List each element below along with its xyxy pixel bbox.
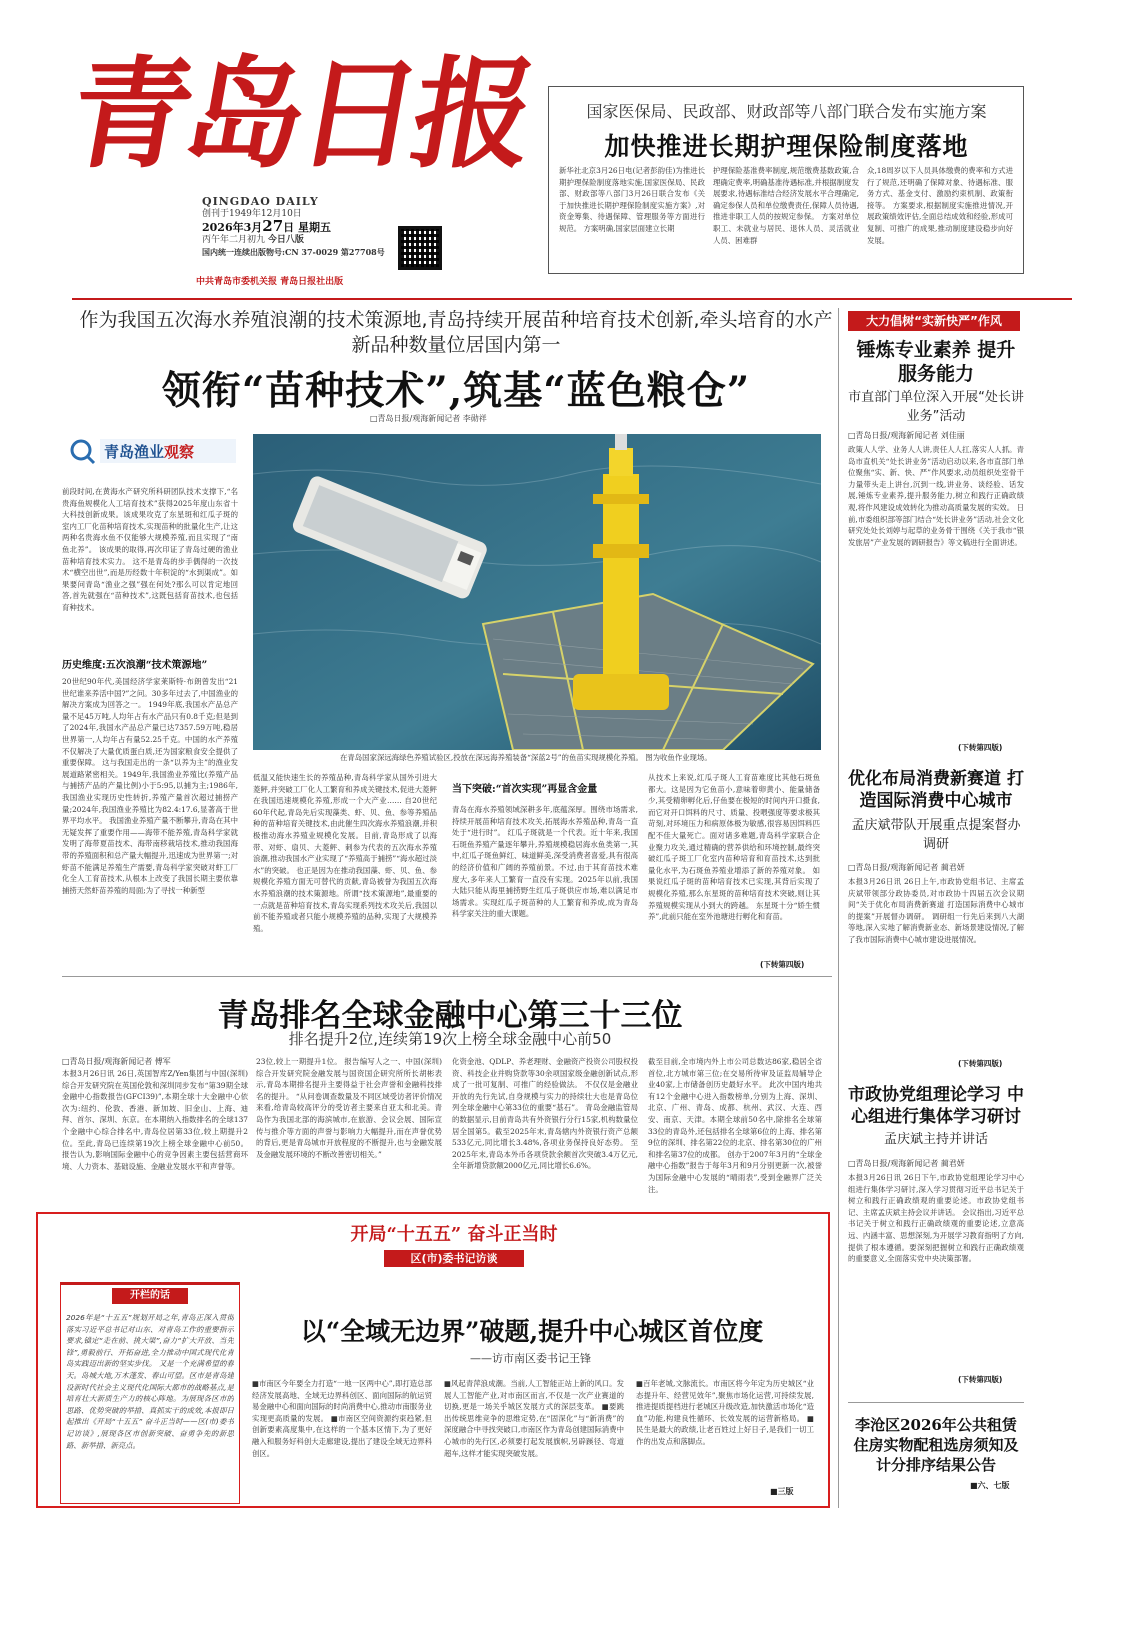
top-story-col1: 新华社北京3月26日电(记者彭韵佳)为推进长期护理保险制度落地实施,国家医保局、民政部、财政部等八部门3月26日联合发布《关于加快推进长期护理保险制度实施方案》,对资金筹集、待遇保障、管理服务等方面进行规范。 方案明确,国家层面建立长期 xyxy=(559,166,705,233)
feature-subhead: ——访市南区委书记王锋 xyxy=(470,1352,591,1365)
rail-subhead-2: 孟庆斌带队开展重点提案督办调研 xyxy=(851,818,1021,852)
column-badge xyxy=(68,437,238,465)
rail-continued-1[interactable]: (下转第四版) xyxy=(958,743,1003,752)
finance-col1: 本报3月26日讯 26日,英国智库Z/Yen集团与中国(深圳)综合开发研究院在英国伦敦和深圳同步发布“第39期全球金融中心指数报告(GFCI39)”,本期全球十大金融中心依次为:纽约、伦敦、香港、新加坡、旧金山、上海、迪拜、首尔、深圳、东京。在本期纳入指数排名的全球137个金融中心综合排名中,青岛位居第33位,较上期提升2位。至此,青岛已连续第19次上榜全球金融中心前50。 报告认为,影响国际金融中心的竞争因素主要包括营商环境、人力资本、基础设施、金融业发展水平和声誉等。 xyxy=(62,1069,248,1171)
notice-pageref[interactable]: ■六、七版 xyxy=(970,1481,1010,1490)
feature-tag: 区(市)委书记访谈 xyxy=(384,1250,524,1267)
lunar-date: 丙午年二月初九 今日八版 xyxy=(202,235,304,245)
cn-code: 国内统一连续出版物号:CN 37-0029 第27708号 xyxy=(202,247,385,257)
issue-date: 2026年3月27日 星期五 xyxy=(202,217,331,235)
rail-body-2: 本报3月26日讯 26日上午,市政协党组书记、主席孟庆斌带领部分政协委员,对市政协十四届五次会议期间“关于优化布局消费新赛道 打造国际消费中心城市的提案”开展督办调研。 调研组一行先后来到八大湖等地,深入实地了解消费新业态、新场景建设情况,了解了我市国际消费中心城市建设进展情况。 xyxy=(848,877,1024,944)
intro-text: 2026年是“十五五”规划开局之年,青岛正深入贯彻落实习近平总书记对山东、对青岛工作的重要指示要求,锚定“走在前、挑大梁”,奋力“扩大开放、当先锋”,勇毅前行、开拓奋进,全力推动中国式现代化青岛实践迈出新的坚实步伐。 又是一个充满希望的春天。岛城大地,万木蓬发、春山可望。区市是青岛建设新时代社会主义现代化国际大都市的战略基点,是培育壮大新质生产力的核心阵地。为展现各区市的思路、优势突破的举措、真抓实干的成效,本报即日起推出《开局“十五五” 奋斗正当时——区(市)委书记访谈》,展现各区市创新突破、奋勇争先的新思路、新举措、新亮点。 xyxy=(66,1313,234,1450)
top-story-box[interactable] xyxy=(548,86,1024,274)
rail-byline-2: □青岛日报/观海新闻记者 蔺君妍 xyxy=(848,863,965,872)
lead-headline[interactable]: 领衔“苗种技术”,筑基“蓝色粮仓” xyxy=(161,368,751,414)
lead-deck: 作为我国五次海水养殖浪潮的技术策源地,青岛持续开展苗种培育技术创新,牵头培育的水产新品种数量位居国内第一 xyxy=(79,309,833,356)
lead-continued[interactable]: (下转第四版) xyxy=(760,960,805,969)
rail-subhead-1: 市直部门单位深入开展“处长讲业务”活动 xyxy=(848,390,1024,424)
feature-col3: ■百年老城,文脉流长。市南区将今年定为历史城区“业态提升年、经营见效年”,聚焦市场化运营,可持续发展,推进提质提档进行老城区升级改造,加快激活市场化“造血”功能,构建良性循环、长效发展的运营新格局。 ■民生是最大的政绩,让老百姓过上好日子,是我们一切工作的出发点和落脚点。 xyxy=(636,1379,814,1446)
rail-body-3: 本报3月26日讯 26日下午,市政协党组理论学习中心组进行集体学习研讨,深入学习贯彻习近平总书记关于树立和践行正确政绩观的重要论述。市政协党组书记、主席孟庆斌主持会议并讲话。 会议指出,习近平总书记关于树立和践行正确政绩观的重要论述,立意高远、内涵丰富、思想深刻,为开展学习教育指明了方向,提供了根本遵循。要深刻把握树立和践行正确政绩观的重要意义,全面落实党中央决策部署。 xyxy=(848,1173,1024,1264)
finance-col4: 截至目前,全市境内外上市公司总数达86家,稳居全省首位,北方城市第三位;在交易所待审及证监局辅导企业40家,上市储备创历史最好水平。 此次中国内地共有12个金融中心进入指数榜单,分别为上海、深圳、北京、广州、青岛、成都、杭州、武汉、大连、西安、南京、天津。本期全球前50名中,除排名全球第33位的青岛外,还包括排名全球第6位的上海、排名第9位的深圳、排名第22位的北京、排名第30位的广州和排名第37位的成都。 创办于2007年3月的“全球金融中心指数”报告于每年3月和9月分别更新一次,被誉为国际金融中心发展的“晴雨表”,受到金融界广泛关注。 xyxy=(648,1057,822,1194)
rail-body-1: 政策人人学、业务人人讲,责任人人扛,落实人人抓。青岛市直机关“处长讲业务”活动启动以来,各市直部门单位聚焦“实、新、快、严”作风要求,动员组织处室骨干力量带头走上讲台,沉到一线,讲业务、谈经验、话发展,锤炼专业素养,提升服务能力,树立和践行正确政绩观,将作风建设成效转化为推动高质量发展的实效。 日前,市委组织部等部门结合“处长讲业务”活动,社会文化研究处处长刘婷与起草的业务骨干围绕《关于我市“银发旅居”产业发展的调研报告》等文稿进行全面讲述。 xyxy=(848,445,1024,547)
feature-col1: ■市南区今年要全力打造“一地一区两中心”,即打造总部经济发展高地、全域无边界科创区、面向国际的航运贸易金融中心和面向国际的时尚消费中心,推动市南服务业实现更高质量的发展。 ■市南区空间资源约束趋紧,但创新要素高度集中,在这样的一个基本区情下,为了更好融入和服务好科创大走廊建设,提出了建设全域无边界科创区。 xyxy=(252,1379,432,1458)
rail-continued-2[interactable]: (下转第四版) xyxy=(958,1059,1003,1068)
masthead-meta xyxy=(202,196,402,258)
rail-divider xyxy=(838,308,839,1508)
finance-col2: 23位,较上一期提升1位。 报告编写人之一、中国(深圳)综合开发研究院金融发展与国资国企研究所所长胡彬表示,青岛本期排名提升主要得益于社会声誉和金融科技排名的提升。 “从问卷调查数量及不同区域受访者评价情况来看,给青岛较高评分的受访者主要来自亚太和北美。青岛作为我国北部的海滨城市,在旅游、会议会展、国际宣传与推介等方面的声誉与影响力大幅提升,而在声誉优势的背后,更是青岛城市开放程度的不断提升,也与金融发展及金融发展环境的不断改善密切相关。” xyxy=(256,1057,442,1159)
photo-caption: 在青岛国家深远海绿色养殖试验区,投放在深远海养殖装备“深蓝2号”的鱼苗实现规模化养殖。 图为收鱼作业现场。 xyxy=(340,753,712,762)
aquaculture-platform-photo xyxy=(253,434,821,750)
qr-code-icon[interactable] xyxy=(398,226,442,270)
rail-headline-1[interactable]: 锤炼专业素养 提升服务能力 xyxy=(856,339,1016,385)
lead-col-b: 低温又能快速生长的养殖品种,青岛科学家从国外引进大菱鲆,并突破工厂化人工繁育和养成关键技术,促进大菱鲆在我国迅速规模化养殖,形成一个大产业…… 自20世纪60年代起,青岛先后实现藻类、虾、贝、鱼、参等养殖品种的苗种培育关键技术,由此催生四次海水养殖浪潮,并积极推动海水养殖业规模化发展。目前,青岛形成了以海带、对虾、扇贝、大菱鲆、刺参为代表的五次海水养殖浪潮,推动我国水产业实现了“养殖高于捕捞”“海水超过淡水”的突破。 也正是因为在推动我国藻、虾、贝、鱼、参规模化养殖方面无可替代的贡献,青岛被誉为我国五次海水养殖浪潮的技术策源地。所谓“技术策源地”,最重要的一点就是苗种培育技术,青岛实现系列技术攻关后,我国以前不能养殖或者只能小规模养殖的品种,实现了大规模养殖。 xyxy=(253,773,437,933)
intro-tag: 开栏的话 xyxy=(112,1288,188,1304)
top-story-kicker: 国家医保局、民政部、财政部等八部门联合发布实施方案 xyxy=(586,102,987,121)
badge-label-a: 青岛渔业 xyxy=(104,443,165,461)
lead-photo[interactable] xyxy=(253,434,821,750)
feature-banner xyxy=(264,1220,644,1270)
rail-headline-3[interactable]: 市政协党组理论学习 中心组进行集体学习研讨 xyxy=(848,1085,1024,1127)
logo-text: 青岛日报 xyxy=(59,44,541,185)
lead-byline: □青岛日报/观海新闻记者 李勋祥 xyxy=(370,414,487,423)
rail-subhead-3: 孟庆斌主持并讲话 xyxy=(883,1132,988,1147)
english-name: QINGDAO DAILY xyxy=(202,195,319,208)
top-story-headline[interactable]: 加快推进长期护理保险制度落地 xyxy=(604,132,969,161)
lead-col-a2: 20世纪90年代,美国经济学家莱斯特·布朗曾发出“21世纪谁来养活中国?”之问。30多年过去了,中国渔业的解决方案成为回答之一。 1949年底,我国水产品总产量不足45万吨,人均年占有水产品只有0.8千克;但是到了2024年,我国水产品总产量已达7357.59万吨,稳居世界第一,人均年占有量52.25千克。中国的水产养殖不仅解决了大量优质蛋白质,还为国家粮食安全提供了重要保障。 这与我国走出的一条“以养为主”的渔业发展道路紧密相关。1949年,我国渔业养殖比(养殖产品与捕捞产品的产量比例)小于5:95,以捕为主;1986年,我国渔业实现历史性转折,养殖产量首次超过捕捞产量;2024年,我国渔业养殖比为82.4:17.6,显著高于世界平均水平。 我国渔业养殖产量不断攀升,青岛在其中无疑发挥了重要作用——海带不能养殖,青岛科学家就发明了海带夏苗技术、海带南移栽培技术,推动我国海带的养殖面积和总产量大幅提升,迅速成为世界第一;对虾苗不能满足养殖生产需要,青岛科学家突破对虾工厂化全人工育苗技术,从根本上改变了我国长期主要依靠捕捞天然虾苗养殖的局面;为了寻找一种新型 xyxy=(62,677,238,895)
lead-col-d: 从技术上来说,红瓜子斑人工育苗难度比其他石斑鱼都大。这是因为它鱼苗小,意味着卵黄小、能量储备少,其受精卵孵化后,仔鱼要在极短的时间内开口摄食,而它对开口饵料的尺寸、质量、投喂强度等要求极其苛刻,对环境压力和病原体极为敏感,很容易因饵料匹配不佳大量死亡。面对诸多难题,青岛科学家联合企业聚力攻关,通过精确的营养供给和环境控制,最终突破红瓜子斑工厂化室内苗种培育和育苗技术,达到批量化水平,为石斑鱼养殖业增添了新的养殖对象。 如果说红瓜子斑的苗种培育技术已实现,其背后实现了规模化养殖,那么东星斑的苗种培育技术突破,则让其养殖规模实现从小到大的跨越。 东星斑十分“娇生惯养”,此前只能在室外池塘进行孵化和育苗。 xyxy=(648,773,820,922)
lead-col-a: 前段时间,在黄海水产研究所科研团队技术支撑下,“名贵海鱼规模化人工培育技术”获得2025年度山东省十大科技创新成果。该成果攻克了东星斑和红瓜子斑的室内工厂化苗种培育技术,实现苗种的批量化生产,让这两种名贵海水鱼不仅能够大规模养殖,而且实现了“南鱼北养”。 该成果的取得,再次印证了青岛过硬的渔业苗种培育技术实力。 这不是青岛的步手偶得的一次技术“横空出世”,而是历经数十年积淀的“水到渠成”。如果要问青岛“渔业之强”强在何处?那么可以肯定地回答,首先就强在“苗种技术”,这既包括育苗技术,也包括育种技术。 xyxy=(62,487,238,612)
notice-headline[interactable]: 李沧区2026年公共租赁住房实物配租选房须知及计分排序结果公告 xyxy=(853,1416,1019,1474)
finance-headline[interactable]: 青岛排名全球金融中心第三十三位 xyxy=(217,998,683,1034)
rail-banner: 大力倡树“实新快严”作风 xyxy=(848,311,1020,331)
rail-byline-1: □青岛日报/观海新闻记者 刘佳丽 xyxy=(848,431,965,440)
feature-pageref[interactable]: ■三版 xyxy=(770,1487,794,1496)
rail-continued-3[interactable]: (下转第四版) xyxy=(958,1375,1003,1384)
rail-headline-2[interactable]: 优化布局消费新赛道 打造国际消费中心城市 xyxy=(848,769,1024,811)
publisher-line: 中共青岛市委机关报 青岛日报社出版 xyxy=(196,277,344,287)
top-story-col2: 护理保险基准费率制度,规范缴费基数政策,合理确定费率,明确基准待遇标准,并根据制度发展要求,待遇标准结合经济发展水平合理确定,确定参保人员和单位缴费责任,保障人员待遇,推进非职工人员的按规定参保。 方案对单位职工、未就业与居民、退休人员、灵活就业人员、困难群 xyxy=(713,166,859,245)
founded-date: 创刊于1949年12月10日 xyxy=(202,209,302,219)
rail-bottom-divider xyxy=(848,1402,1024,1403)
masthead-divider xyxy=(72,298,1072,300)
finance-byline: □青岛日报/观海新闻记者 傅军 xyxy=(62,1057,171,1066)
badge-label-b: 观察 xyxy=(164,443,195,461)
feature-col2: ■风起青萍浪成潮。当前,人工智能正站上新的风口。发展人工智能产业,对市南区而言,不仅是一次产业赛道的切换,更是一场关乎城区发展方式的深层变革。 ■要跳出传统思维竞争的思维定势,在“固深化”与“新消费”的深度融合中寻找突破口,市南区作为青岛创建国际消费中心城市的先行区,必须要打起发展旗帜,另辟蹊径、弯道超车,这样才能实现突破发展。 xyxy=(444,1379,624,1458)
lead-col-c: 青岛在海水养殖领域深耕多年,底蕴深厚。围绕市场需求,持续开展苗种培育技术攻关,拓展海水养殖品种,青岛一直处于“进行时”。 红瓜子斑就是一个代表。近十年来,我国石斑鱼养殖产量逐年攀升,养殖规模稳居海水鱼类第一,其中,红瓜子斑鱼鲜红、味道鲜美,深受消费者喜爱,具有很高的经济价值和广阔的养殖前景。不过,由于其育苗技术难度大,多年来人工繁育一直没有实现。2025年以前,我国大陆只能从海里捕捞野生红瓜子斑供应市场,难以满足市场需求。实现红瓜子斑苗种的人工繁育和养成,成为青岛科学家关注的重大课题。 xyxy=(452,805,638,919)
rail-byline-3: □青岛日报/观海新闻记者 蔺君妍 xyxy=(848,1159,965,1168)
finance-subhead: 排名提升2位,连续第19次上榜全球金融中心前50 xyxy=(288,1030,612,1048)
top-story-col3: 众,18周岁以下人员具体缴费的费率和方式进行了规范,还明确了保障对象、待遇标准、服务方式、基金支付、激励约束机制、政策衔接等。 方案要求,根据制度实施推进情况,开展政策绩效评估,全面总结成效和经验,形成可复制、可推广的成果,推动制度建设稳步向好发展。 xyxy=(867,166,1013,245)
lead-subhead-a: 历史维度:五次浪潮“技术策源地” xyxy=(62,660,208,671)
lead-subhead-b: 当下突破:“首次实现”再显含金量 xyxy=(452,784,598,795)
finance-col3: 化资金池、QDLP、养老理财、金融资产投资公司股权投资、科技企业并购贷款等30余项国家级金融创新试点,形成了一批可复制、可推广的经验做法。 不仅仅是金融业开放的先行先试,自身规模与实力的持续壮大也是青岛位列全球金融中心第33位的重要“基石”。 青岛金融监管局的数据显示,目前青岛共有外资银行分行15家,机构数量位居全国第5。截至2025年末,青岛辖内外资银行资产总额533亿元,同比增长3.48%,各项业务保持良好态势。 至2025年末,青岛本外币各项贷款余额首次突破3.4万亿元,全年新增贷款额2000亿元,同比增长6.6%。 xyxy=(452,1057,638,1171)
feature-headline[interactable]: 以“全域无边界”破题,提升中心城区首位度 xyxy=(300,1317,764,1346)
section-divider xyxy=(62,976,832,977)
feature-banner-title: 开局“十五五” 奋斗正当时 xyxy=(350,1224,558,1245)
newspaper-logo[interactable] xyxy=(59,40,541,210)
